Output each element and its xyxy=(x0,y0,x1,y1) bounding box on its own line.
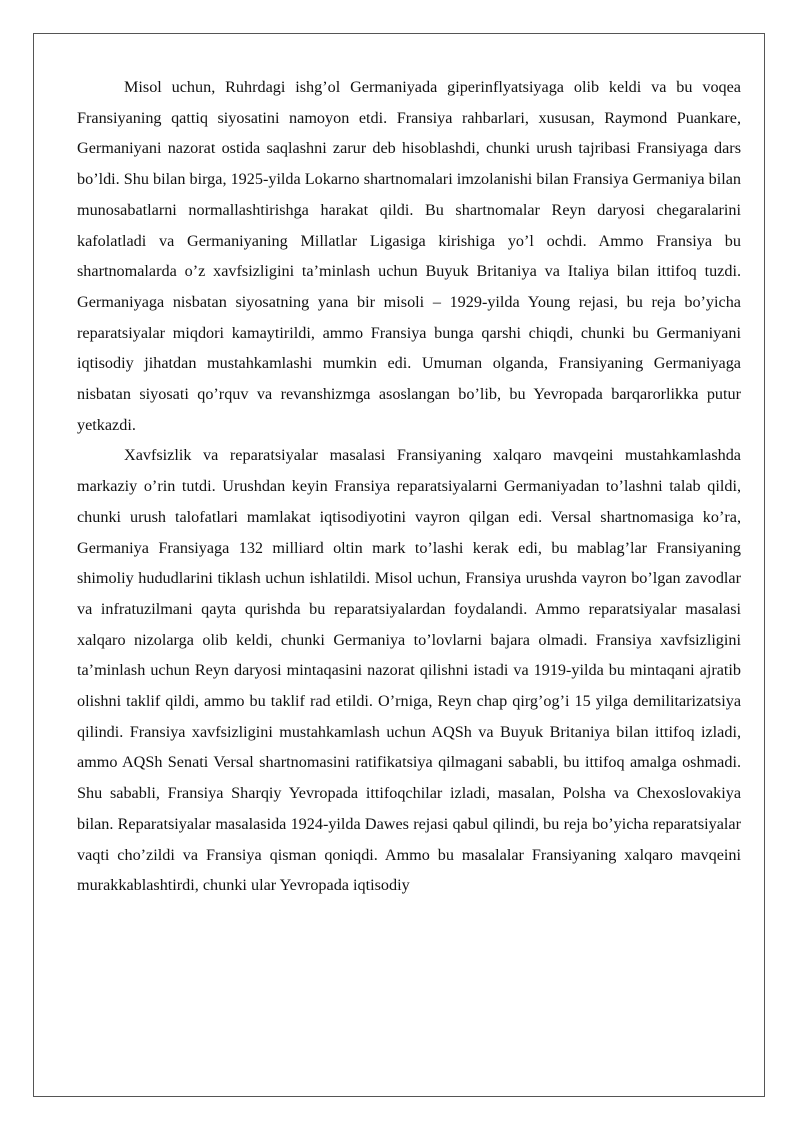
document-body xyxy=(77,72,741,901)
paragraph: Misol uchun, Ruhrdagi ishg’ol Germaniyada giperinflyatsiyaga olib keldi va bu voqea Fransiyaning qattiq siyosatini namoyon etdi. Fransiya rahbarlari, xususan, Raymond Puankare, Germaniyani nazorat ostida saqlashni zarur deb hisoblashdi, chunki urush tajribasi Fransiyaga dars bo’ldi. Shu bilan birga, 1925-yilda Lokarno shartnomalari imzolanishi bilan Fransiya Germaniya bilan munosabatlarni normallashtirishga harakat qildi. Bu shartnomalar Reyn daryosi chegaralarini kafolatladi va Germaniyaning Millatlar Ligasiga kirishiga yo’l ochdi. Ammo Fransiya bu shartnomalarda o’z xavfsizligini ta’minlash uchun Buyuk Britaniya va Italiya bilan ittifoq tuzdi. Germaniyaga nisbatan siyosatning yana bir misoli – 1929-yilda Young rejasi, bu reja bo’yicha reparatsiyalar miqdori kamaytirildi, ammo Fransiya bunga qarshi chiqdi, chunki bu Germaniyani iqtisodiy jihatdan mustahkamlashi mumkin edi. Umuman olganda, Fransiyaning Germaniyaga nisbatan siyosati qo’rquv va revanshizmga asoslangan bo’lib, bu Yevropada barqarorlikka putur yetkazdi. xyxy=(77,78,741,434)
paragraph: Xavfsizlik va reparatsiyalar masalasi Fransiyaning xalqaro mavqeini mustahkamlashda markaziy o’rin tutdi. Urushdan keyin Fransiya reparatsiyalarni Germaniyadan to’lashni talab qildi, chunki urush talofatlari mamlakat iqtisodiyotini vayron qilgan edi. Versal shartnomasiga ko’ra, Germaniya Fransiyaga 132 milliard oltin mark to’lashi kerak edi, bu mablag’lar Fransiyaning shimoliy hududlarini tiklash uchun ishlatildi. Misol uchun, Fransiya urushda vayron bo’lgan zavodlar va infratuzilmani qayta qurishda bu reparatsiyalardan foydalandi. Ammo reparatsiyalar masalasi xalqaro nizolarga olib keldi, chunki Germaniya to’lovlarni bajara olmadi. Fransiya xavfsizligini ta’minlash uchun Reyn daryosi mintaqasini nazorat qilishni istadi va 1919-yilda bu mintaqani ajratib olishni taklif qildi, ammo bu taklif rad etildi. O’rniga, Reyn chap qirg’og’i 15 yilga demilitarizatsiya qilindi. Fransiya xavfsizligini mustahkamlash uchun AQSh va Buyuk Britaniya bilan ittifoq izladi, ammo AQSh Senati Versal shartnomasini ratifikatsiya qilmagani sababli, bu ittifoq amalga oshmadi. Shu sababli, Fransiya Sharqiy Yevropada ittifoqchilar izladi, masalan, Polsha va Chexoslovakiya bilan. Reparatsiyalar masalasida 1924-yilda Dawes rejasi qabul qilindi, bu reja bo’yicha reparatsiyalar vaqti cho’zildi va Fransiya qisman qoniqdi. Ammo bu masalalar Fransiyaning xalqaro mavqeini murakkablashtirdi, chunki ular Yevropada iqtisodiy xyxy=(77,446,741,895)
